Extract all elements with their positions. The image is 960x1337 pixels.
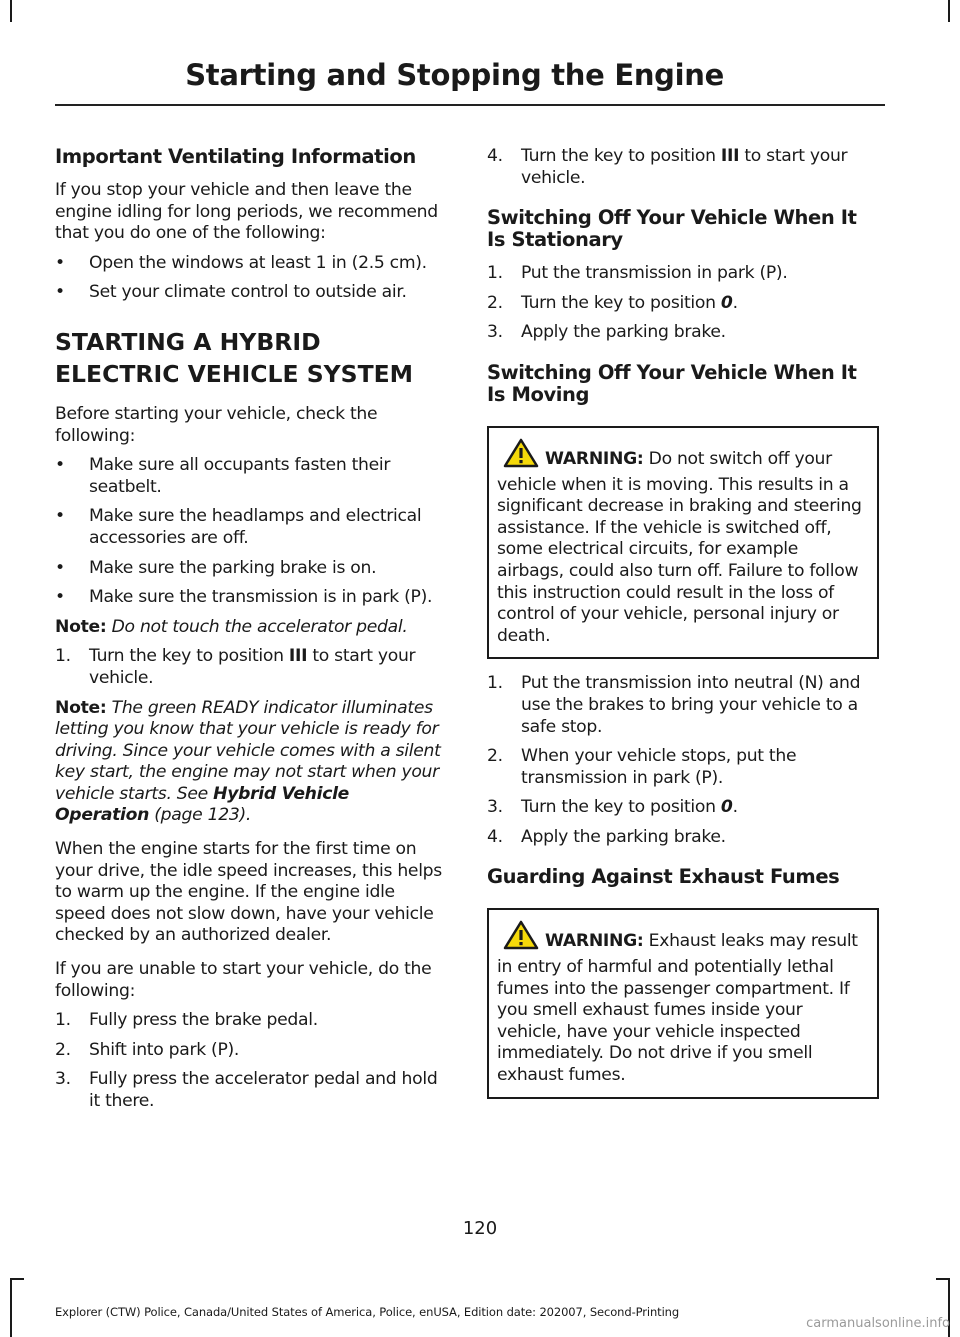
step-text: Turn the key to position [89, 646, 289, 667]
stationary-heading: Switching Off Your Vehicle When It Is Stationary [487, 206, 857, 252]
note-label: Note: [55, 697, 107, 718]
step-text: Put the transmission into neutral (N) and use the brakes to bring your vehicle to a safe stop. [521, 673, 861, 737]
note-label: Note: [55, 616, 107, 637]
watermark: carmanualsonline.info [806, 1316, 950, 1331]
step-text: Apply the parking brake. [521, 322, 726, 343]
step-number: 1. [487, 673, 503, 694]
moving-heading: Switching Off Your Vehicle When It Is Moving [487, 360, 857, 406]
step-number: 1. [55, 646, 71, 667]
step-number: 4. [487, 146, 503, 166]
step-number: 1. [55, 1010, 71, 1031]
list-item [55, 558, 447, 580]
list-item [487, 322, 879, 344]
ventilating-heading: Important Ventilating Information [55, 145, 416, 168]
step-text-end: to start your vehicle. [521, 146, 848, 188]
section-heading-line2: ELECTRIC VEHICLE SYSTEM [55, 359, 414, 388]
step-number: 1. [487, 263, 503, 284]
crop-mark-top-right [948, 0, 950, 22]
note-text: Do not touch the accelerator pedal. [111, 616, 408, 637]
unable-start-intro: If you are unable to start your vehicle, do the following: [55, 959, 432, 1001]
step-text-end: . [732, 797, 738, 818]
warning-label: WARNING: [545, 931, 644, 952]
crop-mark-bottom-left [10, 1278, 12, 1337]
step-number: 2. [487, 292, 503, 313]
crop-mark-top-left [10, 0, 12, 22]
list-item [55, 587, 447, 609]
bullet: • [55, 587, 65, 608]
list-item [55, 646, 447, 689]
list-item [487, 293, 879, 315]
warning-box [487, 426, 879, 659]
step-number: 2. [55, 1039, 71, 1060]
warning-box [487, 908, 879, 1098]
note-text: The green READY indicator illuminates letting you know that your vehicle is ready for driving. Since your vehicle comes with a silent key start, the engine may not start when your vehicle starts. See [55, 697, 441, 804]
key-position: 0 [720, 797, 733, 818]
bullet: • [55, 455, 65, 476]
warning-triangle-icon [503, 438, 539, 475]
key-position: III [720, 146, 740, 166]
list-item [55, 455, 447, 498]
title-rule [55, 104, 885, 106]
list-item [487, 263, 879, 285]
list-item [55, 1010, 447, 1032]
step-text-end: . [732, 292, 738, 313]
ventilating-intro: If you stop your vehicle and then leave the engine idling for long periods, we recommend that you do one of the following: [55, 180, 438, 244]
page-reference: (page 123). [149, 805, 252, 826]
step-number: 3. [55, 1069, 71, 1090]
edition-footer: Explorer (CTW) Police, Canada/United States of America, Police, enUSA, Edition date: 202007, Second-Printing [55, 1305, 680, 1319]
bullet: • [55, 506, 65, 527]
step-text: Apply the parking brake. [521, 826, 726, 847]
list-item [487, 746, 879, 789]
list-item [487, 146, 879, 189]
note-ready-indicator [55, 698, 447, 828]
bullet: • [55, 282, 65, 303]
step-text: Put the transmission in park (P). [521, 263, 788, 284]
bullet-text: Make sure the parking brake is on. [89, 557, 377, 578]
step-text: Turn the key to position [521, 292, 721, 313]
left-column [55, 146, 447, 1113]
bullet-text: Set your climate control to outside air. [89, 282, 407, 303]
exhaust-heading: Guarding Against Exhaust Fumes [487, 865, 840, 889]
step-number: 3. [487, 797, 503, 818]
step-text: Fully press the brake pedal. [89, 1010, 318, 1031]
step-text-end: to start your vehicle. [89, 646, 416, 688]
step-number: 3. [487, 322, 503, 343]
list-item [487, 673, 879, 738]
page-title: Starting and Stopping the Engine [185, 58, 724, 92]
list-item [487, 827, 879, 849]
check-intro: Before starting your vehicle, check the following: [55, 403, 378, 446]
list-item [487, 797, 879, 819]
note-accelerator [55, 617, 447, 639]
step-number: 2. [487, 746, 503, 767]
list-item [55, 506, 447, 549]
list-item [55, 282, 447, 304]
bullet-text: Make sure all occupants fasten their seatbelt. [89, 455, 391, 497]
bullet: • [55, 252, 65, 273]
bullet-text: Open the windows at least 1 in (2.5 cm). [89, 252, 427, 273]
step-text: Fully press the accelerator pedal and hold it there. [89, 1069, 438, 1111]
warning-text: Exhaust leaks may result in entry of harmful and potentially lethal fumes into the passenger compartment. If you smell exhaust fumes inside your vehicle, have your vehicle inspected immediately. Do not drive if you smell exhaust fumes. [497, 931, 858, 1086]
page-number: 120 [462, 1218, 498, 1239]
section-heading-line1: STARTING A HYBRID [55, 327, 321, 356]
step-number: 4. [487, 826, 503, 847]
bullet-text: Make sure the headlamps and electrical accessories are off. [89, 506, 422, 548]
list-item [55, 253, 447, 275]
right-column [487, 146, 879, 1099]
list-item [55, 1069, 447, 1112]
list-item [55, 1040, 447, 1062]
cross-reference-link[interactable]: Hybrid Vehicle Operation [55, 783, 350, 826]
section-heading [55, 326, 447, 390]
crop-mark-bottom-right-h [936, 1278, 950, 1280]
key-position: III [288, 646, 308, 667]
warning-label: WARNING: [545, 448, 644, 469]
crop-mark-bottom-left-h [10, 1278, 24, 1280]
bullet-text: Make sure the transmission is in park (P). [89, 587, 433, 608]
step-text: Turn the key to position [521, 146, 721, 166]
warning-text: Do not switch off your vehicle when it is moving. This results in a significant decrease in braking and steering assistance. If the vehicle is switched off, some electrical circuits, for example airbags, could also turn off. Failure to follow this instruction could result in the loss of control of your vehicle, personal injury or death. [497, 448, 862, 646]
step-text: Turn the key to position [521, 797, 721, 818]
idle-speed-paragraph: When the engine starts for the first time on your drive, the idle speed increases, this helps to warm up the engine. If the engine idle speed does not slow down, have your vehicle checked by an authorized dealer. [55, 839, 442, 946]
warning-triangle-icon [503, 920, 539, 957]
bullet: • [55, 557, 65, 578]
key-position: 0 [720, 292, 733, 313]
step-text: Shift into park (P). [89, 1039, 240, 1060]
step-text: When your vehicle stops, put the transmission in park (P). [521, 746, 797, 788]
